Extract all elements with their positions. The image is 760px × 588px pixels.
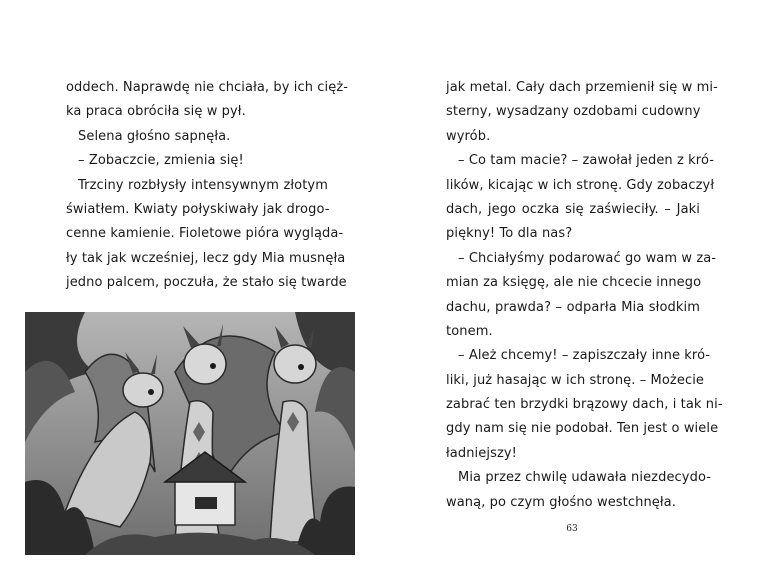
text-line: ka praca obróciła się w pył. (66, 104, 246, 120)
text-line: – Zobaczcie, zmienia się! (78, 153, 244, 169)
left-text-column (66, 76, 349, 296)
text-line: cenne kamienie. Fioletowe pióra wygląda- (66, 226, 344, 242)
right-text-column (446, 76, 723, 515)
text-line: – Chciałyśmy podarować go wam w za- (458, 250, 717, 266)
text-line: waną, po czym głośno westchnęła. (446, 494, 676, 510)
dragons-illustration (25, 312, 355, 555)
text-line: światłem. Kwiaty połyskiwały jak drogo- (66, 201, 330, 217)
text-line: oddech. Naprawdę nie chciała, by ich cięż- (66, 80, 349, 95)
text-line: gdy nam się nie podobał. Ten jest o wiele (446, 421, 719, 437)
text-line: jedno palcem, poczuła, że stało się twarde (66, 275, 347, 291)
text-line: ły tak jak wcześniej, lecz gdy Mia musnęła (66, 250, 346, 266)
text-line: tonem. (446, 323, 493, 339)
text-line: dachu, prawda? – odparła Mia słodkim (446, 299, 700, 315)
text-line: zabrać ten brzydki brązowy dach, i tak ni- (446, 397, 723, 413)
text-line: ładniejszy! (446, 445, 517, 461)
text-line: mian za księgę, ale nie chcecie innego (446, 275, 702, 291)
text-line: liki, już hasając w ich stronę. – Możecie (446, 372, 704, 388)
text-line: – Ależ chcemy! – zapiszczały inne kró- (458, 348, 711, 364)
text-line: Selena głośno sapnęła. (78, 128, 231, 144)
dragons-illustration-art (25, 312, 355, 555)
text-line: – Co tam macie? – zawołał jeden z kró- (458, 153, 715, 169)
text-line: jak metal. Cały dach przemienił się w mi- (446, 80, 718, 95)
text-line: Trzciny rozbłysły intensywnym złotym (78, 177, 328, 193)
text-line: wyrób. (446, 128, 491, 144)
text-line: dach, jego oczka się zaświeciły. – Jaki (446, 201, 700, 217)
text-line: sterny, wysadzany ozdobami cudowny (446, 104, 701, 120)
text-line: lików, kicając w ich stronę. Gdy zobaczył (446, 177, 715, 193)
page-number: 63 (566, 524, 578, 534)
text-line: piękny! To dla nas? (446, 226, 573, 242)
text-line: Mia przez chwilę udawała niezdecydo- (458, 470, 712, 486)
